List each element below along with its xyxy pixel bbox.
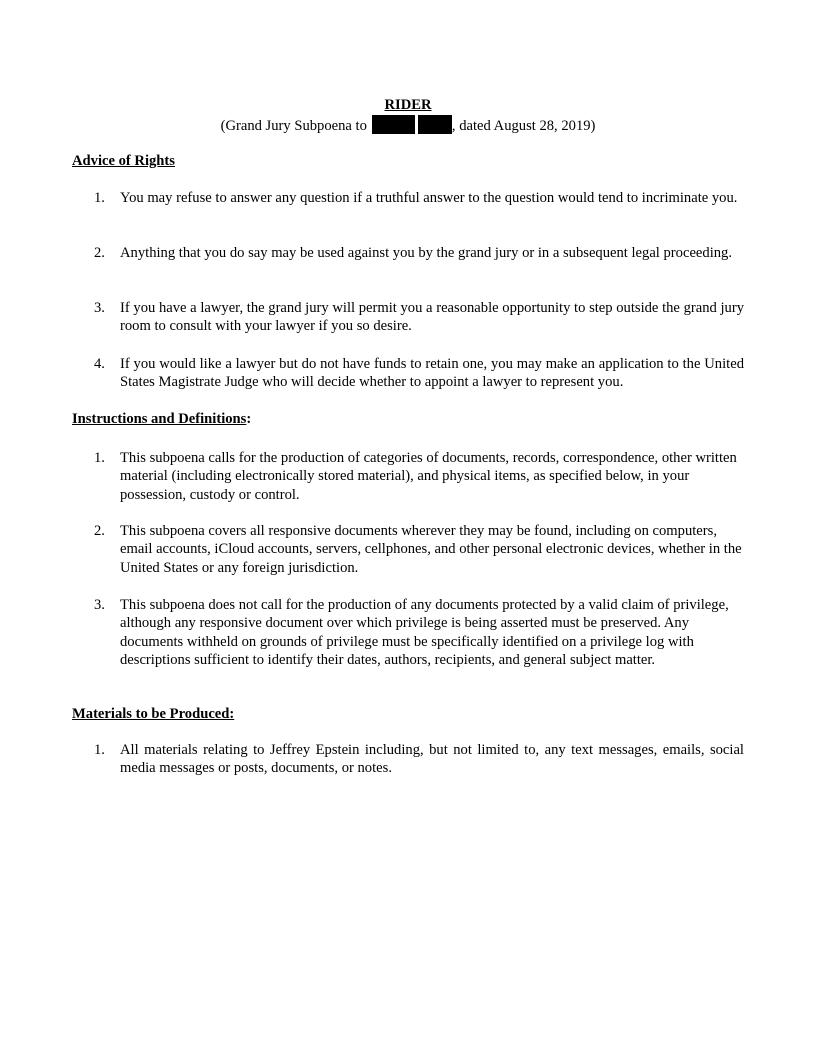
heading-text: Materials to be Produced:	[72, 706, 235, 722]
item-number: 1.	[94, 190, 105, 206]
subtitle-suffix: , dated August 28, 2019)	[451, 117, 596, 134]
subtitle-prefix: (Grand Jury Subpoena to	[220, 117, 367, 134]
item-text: You may refuse to answer any question if a truthful answer to the question would tend to incriminate you.	[120, 190, 738, 206]
item-number: 2.	[94, 245, 105, 261]
list-item	[94, 596, 744, 670]
item-text: If you have a lawyer, the grand jury will permit you a reasonable opportunity to step outside the grand jury room to consult with your lawyer if you so desire.	[120, 300, 744, 335]
list-item	[94, 522, 744, 577]
item-text: This subpoena covers all responsive documents wherever they may be found, including on computers, email accounts, iCloud accounts, servers, cellphones, and other personal electronic devices, whether in the United States or any foreign jurisdiction.	[120, 523, 742, 576]
item-text: All materials relating to Jeffrey Epstein including, but not limited to, any text messages, emails, social media messages or posts, documents, or notes.	[120, 742, 744, 777]
item-number: 3.	[94, 597, 105, 613]
item-number: 2.	[94, 523, 105, 539]
list-item	[94, 741, 744, 778]
list-item	[94, 449, 744, 504]
item-number: 3.	[94, 300, 105, 316]
document-title: RIDER	[384, 97, 432, 113]
item-text: This subpoena calls for the production of categories of documents, records, correspondence, other written material (including electronically stored material), and physical items, as specified below, in your possession, custody or control.	[120, 450, 737, 503]
instructions-heading	[72, 410, 251, 428]
item-text: Anything that you do say may be used against you by the grand jury or in a subsequent legal proceeding.	[120, 245, 732, 261]
list-item	[94, 355, 744, 392]
list-item	[94, 189, 744, 207]
heading-colon: :	[246, 411, 252, 427]
advice-of-rights-heading	[72, 152, 175, 170]
redaction-bar	[418, 115, 452, 134]
item-number: 1.	[94, 450, 105, 466]
redaction-bar	[372, 115, 415, 134]
list-item	[94, 244, 744, 262]
item-number: 4.	[94, 356, 105, 372]
heading-text: Advice of Rights	[72, 153, 175, 169]
item-text: This subpoena does not call for the production of any documents protected by a valid claim of privilege, although any responsive document over which privilege is being asserted must be preserved. Any documents withheld on grounds of privilege must be specifically identified on a privilege log with descriptions sufficient to identify their dates, authors, recipients, and general subject matter.	[120, 597, 729, 669]
document-subtitle	[0, 115, 816, 135]
materials-heading	[72, 705, 234, 723]
list-item	[94, 299, 744, 336]
item-text: If you would like a lawyer but do not have funds to retain one, you may make an application to the United States Magistrate Judge who will decide whether to appoint a lawyer to represent you.	[120, 356, 744, 391]
item-number: 1.	[94, 742, 105, 758]
heading-text: Instructions and Definitions	[72, 411, 247, 427]
